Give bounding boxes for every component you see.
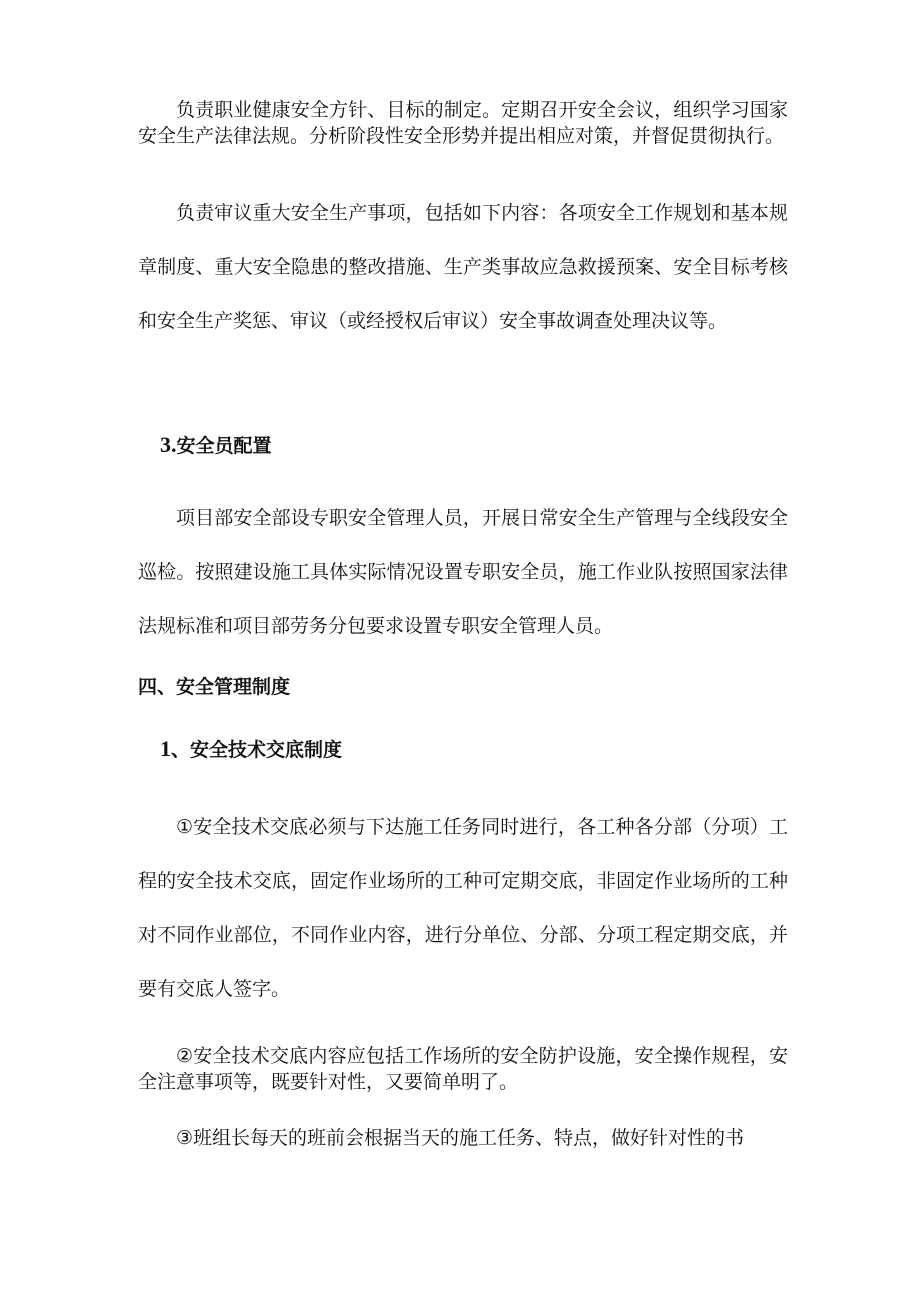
heading-text: 、安全技术交底制度 — [171, 739, 343, 761]
heading-number: 3. — [160, 432, 177, 457]
paragraph-briefing-item-1: ①安全技术交底必须与下达施工任务同时进行，各工种各分部（分项）工程的安全技术交底，固定作业场所的工种可定期交底，非固定作业场所的工种对不同作业部位，不同作业内容，进行分单位、分部、分项工程定期交底，并要有交底人签字。 — [138, 816, 788, 1000]
paragraph-briefing-item-2: ②安全技术交底内容应包括工作场所的安全防护设施，安全操作规程，安全注意事项等，既要针对性，又要简单明了。 — [138, 1045, 788, 1093]
heading-safety-officer-config — [138, 432, 788, 459]
heading-technical-briefing-system — [138, 736, 788, 763]
paragraph-briefing-item-3: ③班组长每天的班前会根据当天的施工任务、特点，做好针对性的书 — [176, 1127, 745, 1149]
paragraph-project-safety-staff: 项目部安全部设专职安全管理人员，开展日常安全生产管理与全线段安全巡检。按照建设施工具体实际情况设置专职安全员，施工作业队按照国家法律法规标准和项目部劳务分包要求设置专职安全管理人员。 — [138, 507, 788, 637]
heading-text: 安全员配置 — [176, 435, 272, 457]
heading-number: 1 — [160, 736, 171, 761]
heading-safety-management-system: 四、安全管理制度 — [138, 676, 291, 698]
paragraph-major-safety-matters: 负责审议重大安全生产事项，包括如下内容：各项安全工作规划和基本规章制度、重大安全隐患的整改措施、生产类事故应急救援预案、安全目标考核和安全生产奖惩、审议（或经授权后审议）安全事故调查处理决议等。 — [138, 202, 788, 332]
paragraph-safety-policy: 负责职业健康安全方针、目标的制定。定期召开安全会议，组织学习国家安全生产法律法规。分析阶段性安全形势并提出相应对策，并督促贯彻执行。 — [138, 99, 788, 147]
